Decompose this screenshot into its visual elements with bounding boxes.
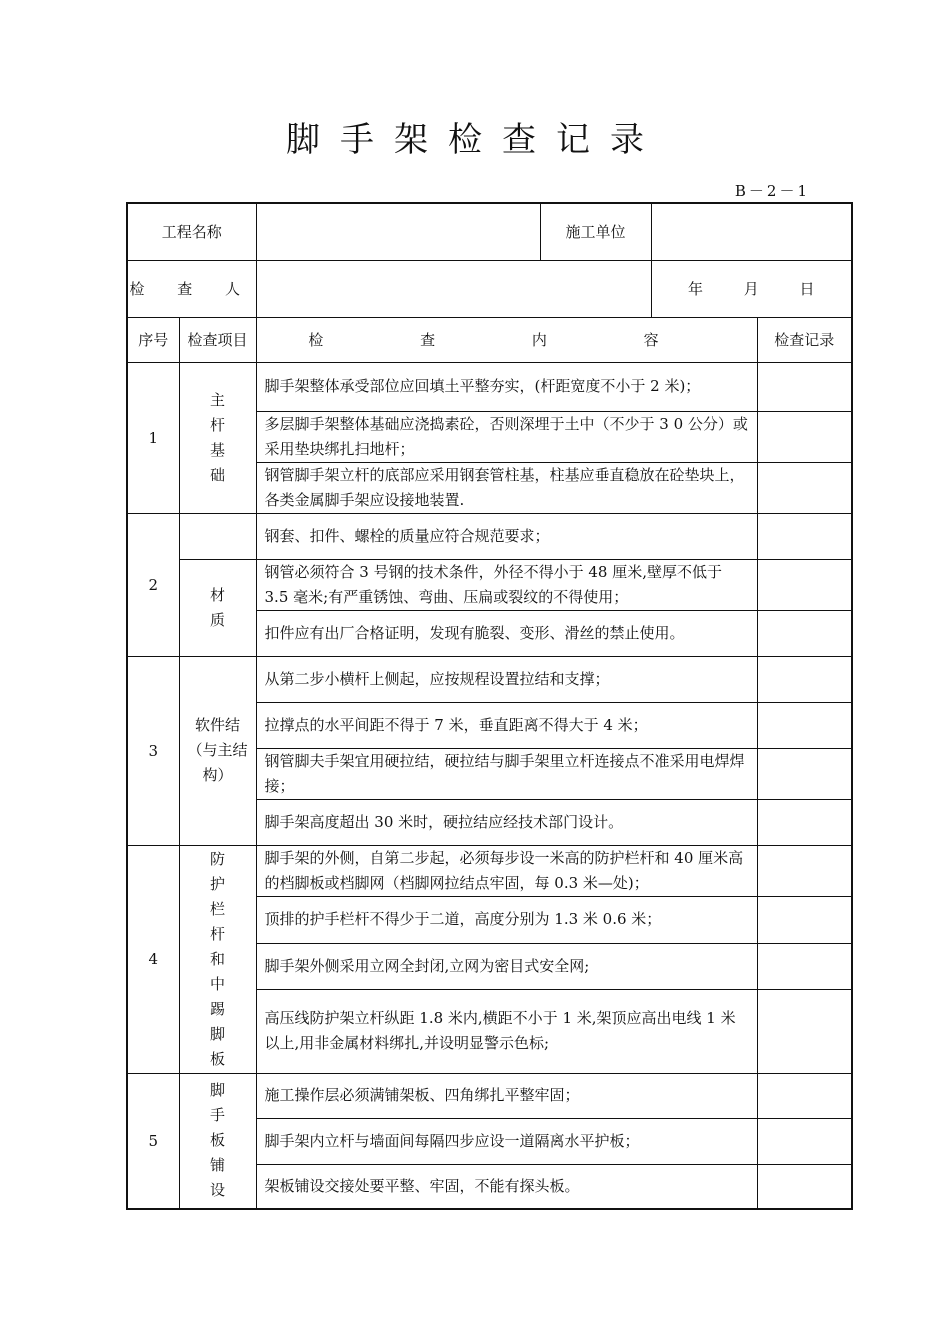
section-seq: 4 — [127, 845, 179, 1073]
inspector-field[interactable] — [256, 260, 651, 317]
col-header-record: 检查记录 — [757, 317, 852, 362]
section-seq: 1 — [127, 362, 179, 513]
section-item — [179, 656, 256, 845]
section-seq: 2 — [127, 513, 179, 656]
check-content: 顶排的护手栏杆不得少于二道，高度分别为 1.3 米 0.6 米； — [256, 896, 757, 943]
check-record-cell[interactable] — [757, 610, 852, 656]
check-content: 脚手架高度超出 30 米时，硬拉结应经技术部门设计。 — [256, 799, 757, 845]
check-record-cell[interactable] — [757, 411, 852, 462]
check-content: 多层脚手架整体基础应浇捣素砼，否则深埋于土中（不少于 3 0 公分）或采用垫块绑扎扫地杆； — [256, 411, 757, 462]
check-record-cell[interactable] — [757, 702, 852, 748]
construction-unit-label: 施工单位 — [540, 203, 651, 260]
check-content: 脚手架内立杆与墙面间每隔四步应设一道隔离水平护板； — [256, 1118, 757, 1164]
check-record-cell[interactable] — [757, 1164, 852, 1209]
check-content: 施工操作层必须满铺架板、四角绑扎平整牢固； — [256, 1073, 757, 1118]
project-name-label: 工程名称 — [127, 203, 256, 260]
section-item — [179, 362, 256, 513]
check-record-cell[interactable] — [757, 362, 852, 411]
check-record-cell[interactable] — [757, 462, 852, 513]
check-content: 扣件应有出厂合格证明，发现有脆裂、变形、滑丝的禁止使用。 — [256, 610, 757, 656]
section-item — [179, 559, 256, 656]
check-content: 高压线防护架立杆纵距 1.8 米内,横距不小于 1 米,架顶应高出电线 1 米以上,用非金属材料绑扎,并设明显警示色标; — [256, 989, 757, 1073]
document-title: 脚手架检查记录 — [286, 120, 664, 160]
section-item-label: 防护栏杆和中踢脚板 — [210, 849, 226, 1068]
check-content: 脚手架的外侧，自第二步起，必须每步设一米高的防护栏杆和 40 厘米高的档脚板或档脚网（档脚网拉结点牢固，每 0.3 米—处)； — [256, 845, 757, 896]
section-item-label: 材质 — [210, 585, 226, 629]
section-item — [179, 845, 256, 1073]
inspector-label: 检 查 人 — [127, 260, 256, 317]
check-content: 脚手架整体承受部位应回填土平整夯实，(杆距宽度不小于 2 米)； — [256, 362, 757, 411]
check-record-cell[interactable] — [757, 656, 852, 702]
project-name-field[interactable] — [256, 203, 540, 260]
check-content: 架板铺设交接处要平整、牢固，不能有探头板。 — [256, 1164, 757, 1209]
check-record-cell[interactable] — [757, 989, 852, 1073]
section-seq: 5 — [127, 1073, 179, 1209]
check-record-cell[interactable] — [757, 748, 852, 799]
col-header-item: 检查项目 — [179, 317, 256, 362]
check-content: 拉撑点的水平间距不得于 7 米，垂直距离不得大于 4 米； — [256, 702, 757, 748]
col-header-content: 检 查 内 容 — [256, 317, 757, 362]
col-header-seq: 序号 — [127, 317, 179, 362]
check-record-cell[interactable] — [757, 513, 852, 559]
section-item-label: 主杆基础 — [210, 390, 226, 484]
check-content: 钢管必须符合 3 号钢的技术条件，外径不得小于 48 厘米,壁厚不低于 3.5 毫米;有严重锈蚀、弯曲、压扁或裂纹的不得使用； — [256, 559, 757, 610]
check-record-cell[interactable] — [757, 799, 852, 845]
check-record-cell[interactable] — [757, 896, 852, 943]
check-content: 钢管脚手架立杆的底部应采用钢套管柱基，柱基应垂直稳放在砼垫块上，各类金属脚手架应设接地装置. — [256, 462, 757, 513]
check-record-cell[interactable] — [757, 943, 852, 989]
check-record-cell[interactable] — [757, 1073, 852, 1118]
construction-unit-field[interactable] — [651, 203, 852, 260]
section-item-label: 软件结（与主结构） — [187, 716, 248, 784]
check-content: 从第二步小横杆上侧起，应按规程设置拉结和支撑； — [256, 656, 757, 702]
check-content: 钢管脚夫手架宜用硬拉结，硬拉结与脚手架里立杆连接点不准采用电焊焊接； — [256, 748, 757, 799]
section-item-label: 脚手板铺设 — [210, 1081, 226, 1200]
check-record-cell[interactable] — [757, 845, 852, 896]
check-content: 脚手架外侧采用立网全封闭,立网为密目式安全网; — [256, 943, 757, 989]
inspection-date-field[interactable]: 年 月 日 — [651, 260, 852, 317]
section-item — [179, 1073, 256, 1209]
check-record-cell[interactable] — [757, 1118, 852, 1164]
check-content: 钢套、扣件、螺栓的质量应符合规范要求； — [256, 513, 757, 559]
section-seq: 3 — [127, 656, 179, 845]
check-record-cell[interactable] — [757, 559, 852, 610]
section-item-empty-cell — [179, 513, 256, 559]
inspection-table — [126, 202, 853, 1210]
form-code: B－2－1 — [734, 182, 810, 200]
